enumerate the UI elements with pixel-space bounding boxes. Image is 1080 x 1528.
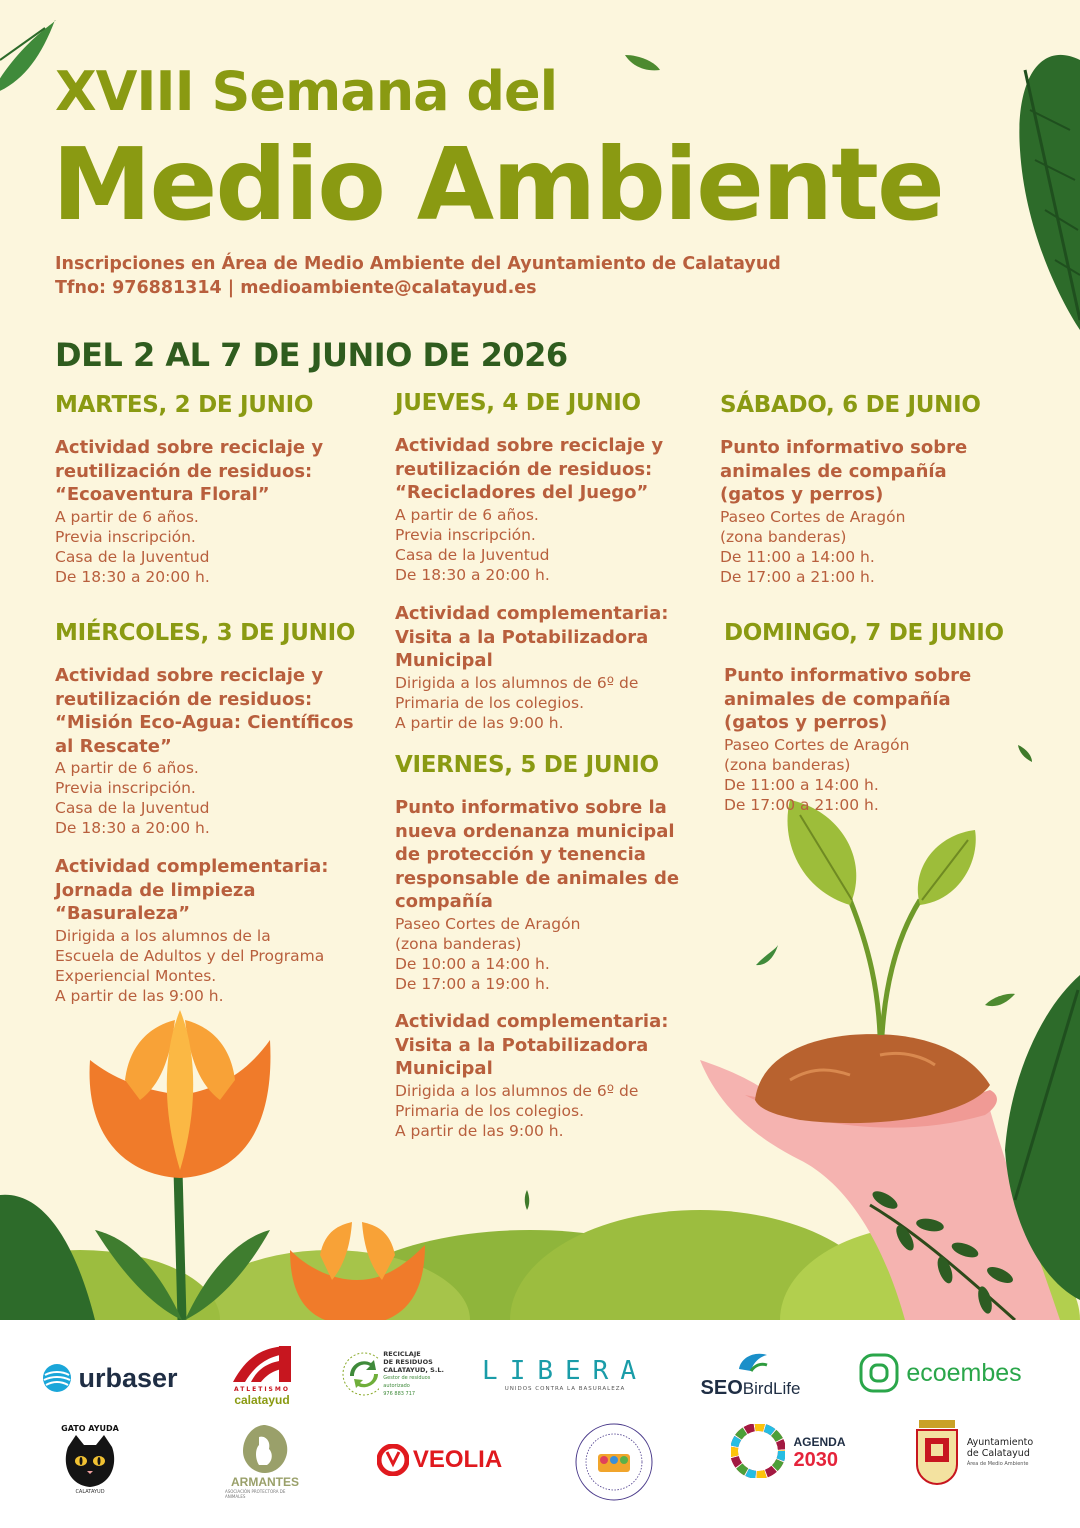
activity-title: Actividad complementaria: Jornada de limpieza “Basuraleza” [55,856,329,924]
ayuntamiento-calatayud-logo [908,1416,1038,1490]
activity-viernes-1 [395,796,679,994]
activity-details: Paseo Cortes de Aragón (zona banderas) De 10:00 a 14:00 h. De 17:00 a 19:00 h. [395,914,581,993]
day-heading-viernes: VIERNES, 5 DE JUNIO [395,752,659,778]
day-heading-martes: MARTES, 2 DE JUNIO [55,392,314,418]
day-heading-miercoles: MIÉRCOLES, 3 DE JUNIO [55,620,356,646]
seo-birdlife-logo [698,1340,803,1406]
urbaser-swoosh-icon [42,1363,72,1393]
activity-details: A partir de 6 años. Previa inscripción. Casa de la Juventud De 18:30 a 20:00 h. [55,759,210,837]
reciclaje-text: RECICLAJE DE RESIDUOS CALATAYUD, S.L. Gestor de residuos autorizado 976 883 717 [383,1350,444,1397]
date-range: DEL 2 AL 7 DE JUNIO DE 2026 [55,336,568,374]
activity-title: Actividad sobre reciclaje y reutilización de residuos: “Ecoaventura Floral” [55,437,324,505]
activity-title: Actividad sobre reciclaje y reutilización de residuos: “Misión Eco-Agua: Científicos al Rescate” [55,665,354,757]
reciclaje-residuos-logo [342,1338,447,1410]
recycle-icon [342,1352,379,1396]
activity-title: Actividad sobre reciclaje y reutilización de residuos: “Recicladores del Juego” [395,435,664,503]
activity-title: Punto informativo sobre animales de compañía (gatos y perros) [724,665,972,733]
activity-details: Dirigida a los alumnos de la Escuela de Adultos y del Programa Experiencial Montes. A partir de las 9:00 h. [55,926,325,1005]
activity-title: Actividad complementaria: Visita a la Potabilizadora Municipal [395,603,669,671]
seo-text: SEO BirdLife [700,1376,801,1399]
activity-details: Dirigida a los alumnos de 6º de Primaria de los colegios. A partir de las 9:00 h. [395,1081,639,1140]
activity-miercoles-2 [55,855,328,1006]
sponsors-footer [0,1320,1080,1528]
runner-mark-icon [229,1342,295,1386]
veolia-mark-icon [377,1444,409,1476]
libera-logo: LIBERA UNIDOS CONTRA LA BASURALEZA [482,1356,648,1392]
registration-text: Inscripciones en Área de Medio Ambiente del Ayuntamiento de Calatayud [55,254,781,274]
coat-of-arms-icon [913,1420,961,1486]
day-heading-sabado: SÁBADO, 6 DE JUNIO [720,392,981,418]
armantes-logo: ARMANTES ASOCIACIÓN PROTECTORA DE ANIMALES [225,1420,305,1502]
activity-title: Actividad complementaria: Visita a la Potabilizadora Municipal [395,1011,669,1079]
activity-details: Dirigida a los alumnos de 6º de Primaria de los colegios. A partir de las 9:00 h. [395,673,639,732]
atletismo-calatayud-logo: ATLETISMO calatayud [222,1338,302,1410]
veolia-logo: VEOLIA [372,1438,507,1482]
contact-text: Tfno: 976881314 | medioambiente@calatayud.es [55,278,537,298]
ayuntamiento-text: Ayuntamiento de Calatayud Área de Medio Ambiente [966,1436,1034,1467]
leaf-icon [1019,55,1080,330]
title-line-2: Medio Ambiente [52,126,943,243]
activity-jueves-1 [395,434,663,585]
dog-cat-silhouette-icon [239,1423,291,1475]
activity-jueves-2 [395,602,668,733]
activity-miercoles-1 [55,664,354,838]
gato-ayuda-logo: GATO AYUDA CALATAYUD [61,1423,119,1495]
children-council-seal-icon [574,1422,654,1502]
ecoembes-mark-icon [858,1352,900,1394]
activity-details: Paseo Cortes de Aragón (zona banderas) De 11:00 a 14:00 h. De 17:00 a 21:00 h. [720,507,906,586]
day-heading-domingo: DOMINGO, 7 DE JUNIO [724,620,1004,646]
bird-icon [731,1347,771,1377]
agenda-2030-logo [726,1422,851,1480]
cat-icon [62,1433,118,1489]
activity-title: Punto informativo sobre la nueva ordenanza municipal de protección y tenencia responsable de animales de compañía [395,797,680,912]
activity-sabado-1 [720,436,967,587]
activity-details: A partir de 6 años. Previa inscripción. Casa de la Juventud De 18:30 a 20:00 h. [55,507,210,586]
ecoembes-logo: ecoembes [850,1348,1030,1398]
agenda-text: AGENDA 2030 [793,1435,846,1471]
urbaser-logo: urbaser [30,1356,190,1400]
activity-title: Punto informativo sobre animales de compañía (gatos y perros) [720,437,968,505]
leaf-icon [0,20,55,95]
sdg-wheel-icon [731,1424,785,1478]
consejo-infancia-seal [572,1420,656,1504]
activity-details: A partir de 6 años. Previa inscripción. Casa de la Juventud De 18:30 a 20:00 h. [395,505,550,584]
leaf-icon [625,55,660,70]
day-heading-jueves: JUEVES, 4 DE JUNIO [395,390,641,416]
registration-info [55,252,781,300]
activity-details: Paseo Cortes de Aragón (zona banderas) De 11:00 a 14:00 h. De 17:00 a 21:00 h. [724,735,910,814]
activity-domingo-1 [724,664,971,815]
title-line-1: XVIII Semana del [55,60,558,123]
activity-martes-1 [55,436,323,587]
activity-viernes-2 [395,1010,668,1141]
